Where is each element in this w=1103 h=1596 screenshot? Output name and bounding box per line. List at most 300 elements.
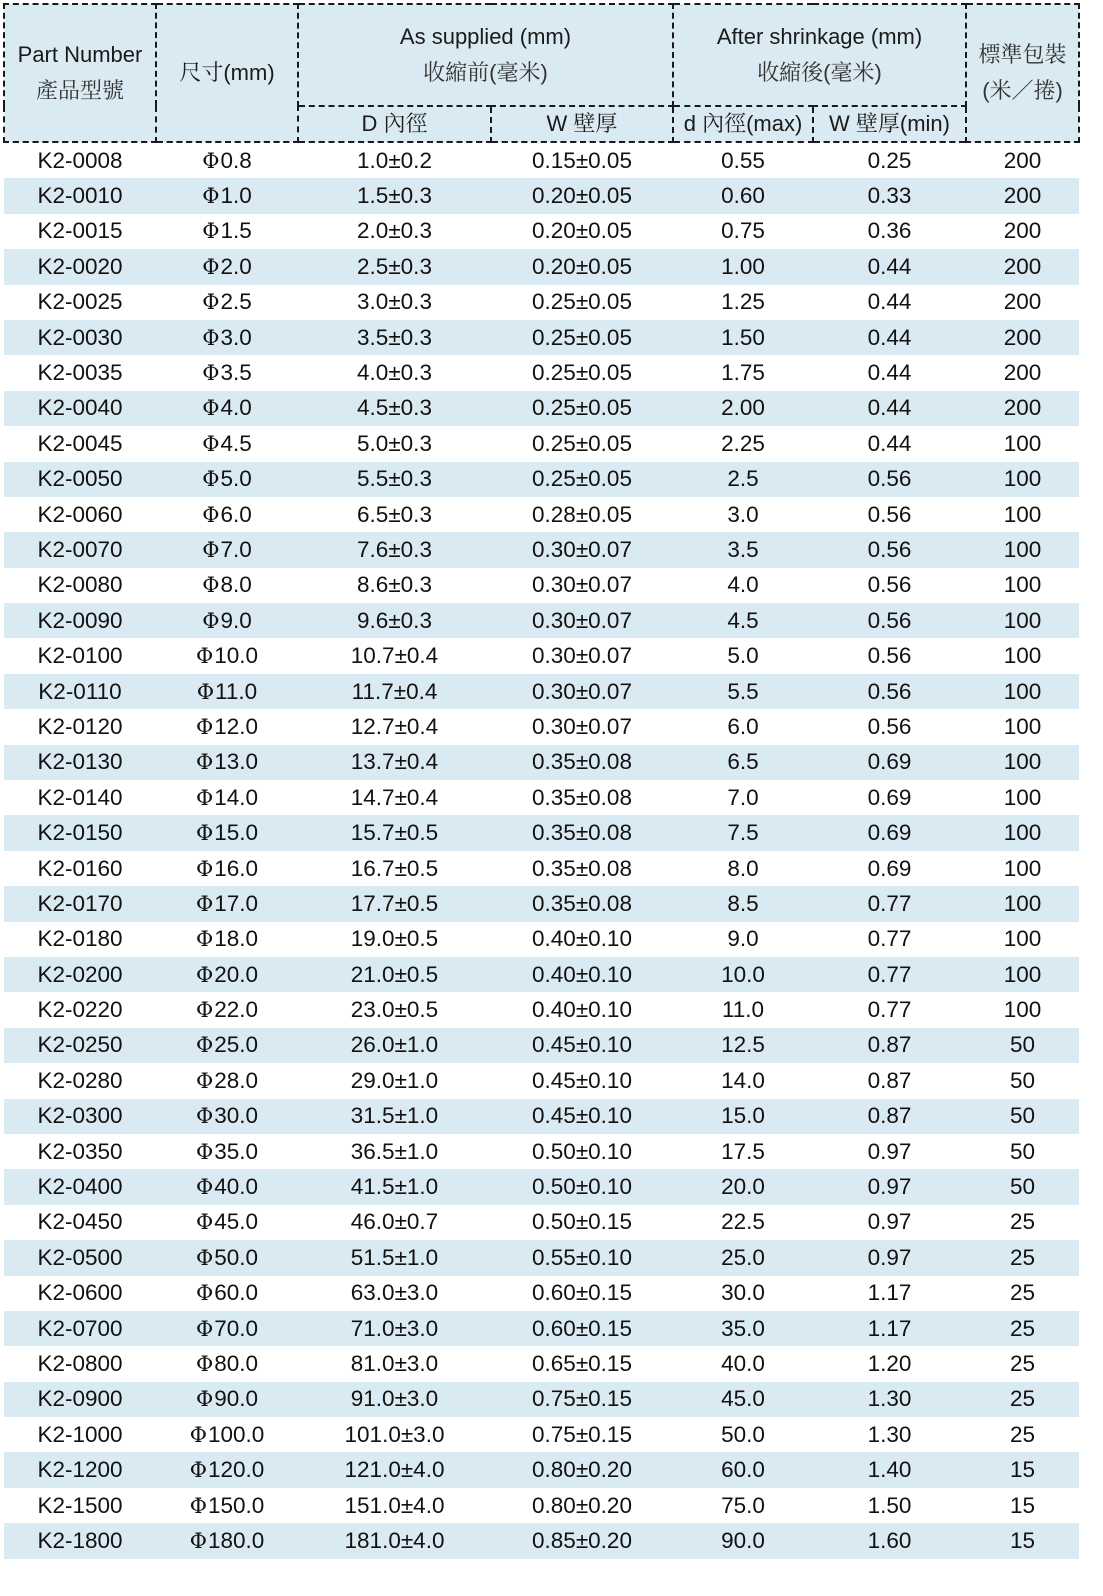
header-packaging-line1: 標準包裝 [978, 42, 1067, 67]
cell-shrunk-wall-thickness-min: 0.77 [813, 886, 966, 921]
cell-shrunk-wall-thickness-min: 0.44 [867, 289, 912, 315]
cell-supplied-wall-thickness: 0.40±0.10 [532, 997, 632, 1023]
cell-supplied-wall-thickness: 0.45±0.10 [491, 1028, 673, 1063]
cell-part-number: K2-0500 [4, 1240, 156, 1275]
size-value: 28.0 [214, 1067, 258, 1093]
cell-supplied-inner-diameter: 41.5±1.0 [298, 1169, 491, 1204]
cell-size [156, 1452, 298, 1487]
cell-supplied-wall-thickness: 0.45±0.10 [532, 1067, 632, 1093]
cell-part-number: K2-0900 [4, 1382, 156, 1417]
cell-shrunk-inner-diameter-max: 1.50 [673, 320, 813, 355]
cell-standard-packaging: 50 [1010, 1138, 1036, 1164]
table-row [4, 1488, 1079, 1523]
size-value: 70.0 [214, 1315, 258, 1341]
table-row [4, 1240, 1079, 1275]
cell-shrunk-wall-thickness-min: 1.30 [867, 1421, 912, 1447]
cell-part-number: K2-0280 [37, 1067, 123, 1093]
table-row [4, 1134, 1079, 1169]
cell-size [156, 815, 298, 850]
diameter-symbol-icon: Φ [189, 1493, 207, 1518]
cell-part-number: K2-0130 [4, 745, 156, 780]
cell-shrunk-inner-diameter-max: 8.5 [673, 886, 813, 921]
subheader-wall-thickness: W 壁厚 [491, 106, 673, 142]
cell-part-number: K2-0170 [4, 886, 156, 921]
diameter-symbol-icon: Φ [195, 1387, 214, 1412]
cell-standard-packaging: 25 [1010, 1421, 1036, 1447]
cell-shrunk-inner-diameter-max: 14.0 [721, 1067, 765, 1093]
cell-supplied-inner-diameter: 2.0±0.3 [357, 218, 432, 244]
diameter-symbol-icon: Φ [202, 431, 220, 456]
cell-supplied-inner-diameter: 5.0±0.3 [357, 430, 432, 456]
table-row [4, 815, 1079, 850]
cell-standard-packaging: 15 [1010, 1492, 1036, 1518]
cell-supplied-wall-thickness: 0.35±0.08 [532, 855, 632, 881]
diameter-symbol-icon: Φ [195, 1351, 214, 1376]
cell-supplied-inner-diameter: 181.0±4.0 [298, 1523, 491, 1558]
cell-shrunk-wall-thickness-min: 1.60 [813, 1523, 966, 1558]
cell-shrunk-wall-thickness-min: 1.20 [867, 1350, 912, 1376]
cell-supplied-wall-thickness: 0.28±0.05 [532, 501, 632, 527]
size-value: 2.5 [220, 289, 252, 315]
cell-standard-packaging: 15 [966, 1523, 1079, 1558]
cell-supplied-inner-diameter: 10.7±0.4 [350, 643, 439, 669]
table-row [4, 285, 1079, 320]
cell-shrunk-inner-diameter-max: 15.0 [673, 1099, 813, 1134]
cell-supplied-inner-diameter: 8.6±0.3 [357, 572, 432, 598]
diameter-symbol-icon: Φ [202, 325, 220, 350]
cell-standard-packaging: 100 [966, 603, 1079, 638]
cell-supplied-inner-diameter: 3.0±0.3 [357, 289, 432, 315]
cell-shrunk-inner-diameter-max: 25.0 [673, 1240, 813, 1275]
cell-part-number: K2-0180 [37, 926, 123, 952]
cell-supplied-wall-thickness: 0.30±0.07 [532, 713, 632, 739]
cell-shrunk-inner-diameter-max: 11.0 [721, 997, 765, 1023]
cell-supplied-wall-thickness: 0.20±0.05 [491, 178, 673, 213]
cell-part-number: K2-1000 [37, 1421, 123, 1447]
diameter-symbol-icon: Φ [202, 148, 220, 173]
cell-size [156, 709, 298, 744]
cell-supplied-wall-thickness: 0.25±0.05 [491, 391, 673, 426]
diameter-symbol-icon: Φ [195, 927, 214, 952]
cell-shrunk-inner-diameter-max: 0.55 [721, 147, 765, 173]
cell-supplied-inner-diameter: 13.7±0.4 [298, 745, 491, 780]
cell-standard-packaging: 25 [1010, 1280, 1036, 1306]
table-row [4, 355, 1079, 390]
cell-supplied-inner-diameter: 71.0±3.0 [298, 1311, 491, 1346]
cell-shrunk-inner-diameter-max: 20.0 [673, 1169, 813, 1204]
cell-supplied-wall-thickness: 0.30±0.07 [491, 674, 673, 709]
cell-size [156, 886, 298, 921]
cell-part-number: K2-0200 [4, 957, 156, 992]
cell-size [156, 142, 298, 178]
cell-supplied-inner-diameter: 16.7±0.5 [350, 855, 439, 881]
header-as-supplied-zh: 收縮前(毫米) [423, 60, 548, 85]
table-row [4, 1169, 1079, 1204]
cell-part-number: K2-0008 [37, 147, 123, 173]
table-row [4, 320, 1079, 355]
cell-standard-packaging: 25 [966, 1240, 1079, 1275]
cell-shrunk-inner-diameter-max: 8.0 [727, 855, 759, 881]
cell-supplied-wall-thickness: 0.80±0.20 [532, 1492, 632, 1518]
size-value: 35.0 [214, 1138, 258, 1164]
table-row [4, 532, 1079, 567]
cell-size [156, 1134, 298, 1169]
cell-part-number: K2-0160 [37, 855, 123, 881]
cell-shrunk-wall-thickness-min: 0.69 [813, 815, 966, 850]
cell-shrunk-inner-diameter-max: 9.0 [727, 926, 759, 952]
cell-supplied-wall-thickness: 0.30±0.07 [491, 532, 673, 567]
cell-supplied-inner-diameter: 21.0±0.5 [298, 957, 491, 992]
size-value: 3.5 [220, 360, 252, 386]
size-value: 7.0 [220, 536, 252, 562]
cell-shrunk-wall-thickness-min: 0.56 [867, 713, 912, 739]
table-row [4, 638, 1079, 673]
cell-part-number: K2-0700 [4, 1311, 156, 1346]
cell-shrunk-wall-thickness-min: 0.44 [813, 249, 966, 284]
cell-part-number: K2-0400 [4, 1169, 156, 1204]
cell-shrunk-inner-diameter-max: 3.0 [727, 501, 759, 527]
cell-size [156, 1417, 298, 1452]
cell-standard-packaging: 200 [1003, 147, 1042, 173]
cell-shrunk-inner-diameter-max: 35.0 [673, 1311, 813, 1346]
cell-supplied-wall-thickness: 0.55±0.10 [491, 1240, 673, 1275]
cell-size [156, 603, 298, 638]
cell-standard-packaging: 100 [1003, 501, 1042, 527]
cell-part-number: K2-1500 [37, 1492, 123, 1518]
cell-shrunk-inner-diameter-max: 6.0 [727, 713, 759, 739]
cell-standard-packaging: 200 [1003, 218, 1042, 244]
table-row [4, 1276, 1079, 1311]
size-value: 11.0 [215, 678, 258, 704]
cell-part-number: K2-0140 [37, 784, 123, 810]
header-size-label: 尺寸(mm) [179, 60, 275, 85]
cell-size [156, 1382, 298, 1417]
cell-part-number: K2-0350 [37, 1138, 123, 1164]
diameter-symbol-icon: Φ [195, 1175, 214, 1200]
cell-shrunk-inner-diameter-max: 0.75 [721, 218, 765, 244]
table-row [4, 178, 1079, 213]
table-row [4, 780, 1079, 815]
cell-supplied-inner-diameter: 36.5±1.0 [350, 1138, 439, 1164]
cell-shrunk-wall-thickness-min: 0.69 [867, 784, 912, 810]
cell-shrunk-inner-diameter-max: 1.75 [721, 360, 765, 386]
cell-part-number: K2-0080 [37, 572, 123, 598]
cell-supplied-wall-thickness: 0.60±0.15 [532, 1280, 632, 1306]
diameter-symbol-icon: Φ [195, 962, 214, 987]
size-value: 8.0 [220, 572, 252, 598]
cell-size [156, 1276, 298, 1311]
cell-size [156, 285, 298, 320]
cell-shrunk-inner-diameter-max: 6.5 [673, 745, 813, 780]
cell-shrunk-inner-diameter-max: 22.5 [721, 1209, 765, 1235]
cell-shrunk-wall-thickness-min: 0.44 [867, 430, 912, 456]
cell-supplied-inner-diameter: 17.7±0.5 [298, 886, 491, 921]
cell-size [156, 674, 298, 709]
cell-standard-packaging: 25 [1010, 1350, 1036, 1376]
diameter-symbol-icon: Φ [202, 396, 220, 421]
cell-supplied-inner-diameter: 11.7±0.4 [298, 674, 491, 709]
cell-shrunk-wall-thickness-min: 0.56 [813, 532, 966, 567]
header-part-number [4, 4, 156, 142]
cell-supplied-inner-diameter: 2.5±0.3 [298, 249, 491, 284]
cell-size [156, 391, 298, 426]
cell-standard-packaging: 100 [966, 815, 1079, 850]
cell-supplied-wall-thickness: 0.80±0.20 [491, 1452, 673, 1487]
cell-shrunk-wall-thickness-min: 0.77 [813, 957, 966, 992]
subheader-wall-thickness-min: W 壁厚(min) [813, 106, 966, 142]
cell-shrunk-inner-diameter-max: 3.5 [673, 532, 813, 567]
cell-shrunk-wall-thickness-min: 0.56 [867, 643, 912, 669]
diameter-symbol-icon: Φ [195, 998, 214, 1023]
cell-supplied-wall-thickness: 0.30±0.07 [532, 572, 632, 598]
cell-part-number: K2-1800 [4, 1523, 156, 1558]
cell-shrunk-wall-thickness-min: 1.30 [813, 1382, 966, 1417]
cell-size [156, 462, 298, 497]
cell-supplied-inner-diameter: 46.0±0.7 [350, 1209, 439, 1235]
cell-size [156, 1099, 298, 1134]
cell-shrunk-inner-diameter-max: 0.60 [673, 178, 813, 213]
cell-size [156, 922, 298, 957]
cell-shrunk-wall-thickness-min: 0.56 [813, 462, 966, 497]
cell-size [156, 638, 298, 673]
table-row [4, 1205, 1079, 1240]
size-value: 100.0 [207, 1421, 265, 1447]
cell-size [156, 851, 298, 886]
cell-shrunk-inner-diameter-max: 12.5 [673, 1028, 813, 1063]
cell-size [156, 532, 298, 567]
cell-standard-packaging: 100 [966, 674, 1079, 709]
size-value: 4.0 [220, 395, 252, 421]
size-value: 25.0 [214, 1032, 258, 1058]
size-value: 1.5 [220, 218, 252, 244]
cell-supplied-inner-diameter: 6.5±0.3 [357, 501, 432, 527]
table-body [4, 142, 1079, 1559]
diameter-symbol-icon: Φ [202, 537, 220, 562]
cell-shrunk-wall-thickness-min: 0.56 [867, 572, 912, 598]
cell-part-number: K2-0120 [37, 713, 123, 739]
cell-standard-packaging: 100 [966, 462, 1079, 497]
cell-standard-packaging: 100 [1003, 855, 1042, 881]
cell-supplied-inner-diameter: 121.0±4.0 [298, 1452, 491, 1487]
cell-supplied-wall-thickness: 0.40±0.10 [491, 957, 673, 992]
cell-supplied-wall-thickness: 0.25±0.05 [491, 462, 673, 497]
cell-standard-packaging: 100 [1003, 430, 1042, 456]
diameter-symbol-icon: Φ [202, 254, 220, 279]
heat-shrink-spec-table [3, 3, 1080, 1559]
cell-part-number: K2-0300 [4, 1099, 156, 1134]
cell-supplied-inner-diameter: 101.0±3.0 [344, 1421, 445, 1447]
size-value: 50.0 [214, 1244, 258, 1270]
header-after-shrinkage-zh: 收縮後(毫米) [757, 60, 882, 85]
cell-standard-packaging: 50 [966, 1028, 1079, 1063]
cell-supplied-wall-thickness: 0.25±0.05 [532, 430, 632, 456]
cell-size [156, 745, 298, 780]
cell-supplied-wall-thickness: 0.35±0.08 [491, 886, 673, 921]
cell-size [156, 1063, 298, 1098]
diameter-symbol-icon: Φ [195, 750, 214, 775]
cell-supplied-inner-diameter: 5.5±0.3 [298, 462, 491, 497]
cell-supplied-wall-thickness: 0.50±0.15 [532, 1209, 632, 1235]
cell-standard-packaging: 100 [1003, 784, 1042, 810]
cell-supplied-inner-diameter: 4.0±0.3 [357, 360, 432, 386]
cell-supplied-wall-thickness: 0.75±0.15 [491, 1382, 673, 1417]
cell-shrunk-inner-diameter-max: 40.0 [721, 1350, 765, 1376]
cell-part-number: K2-0090 [4, 603, 156, 638]
cell-supplied-inner-diameter: 23.0±0.5 [350, 997, 439, 1023]
cell-standard-packaging: 200 [966, 178, 1079, 213]
cell-shrunk-wall-thickness-min: 0.44 [867, 360, 912, 386]
cell-supplied-wall-thickness: 0.35±0.08 [491, 745, 673, 780]
cell-supplied-inner-diameter: 31.5±1.0 [298, 1099, 491, 1134]
cell-size [156, 780, 298, 815]
cell-standard-packaging: 50 [1010, 1067, 1036, 1093]
cell-part-number: K2-0600 [37, 1280, 123, 1306]
table-row [4, 1028, 1079, 1063]
header-part-number-en: Part Number [17, 42, 143, 67]
cell-standard-packaging: 25 [966, 1382, 1079, 1417]
cell-standard-packaging: 200 [966, 249, 1079, 284]
cell-supplied-inner-diameter: 1.0±0.2 [357, 147, 432, 173]
cell-size [156, 957, 298, 992]
size-value: 4.5 [220, 430, 252, 456]
cell-shrunk-inner-diameter-max: 30.0 [721, 1280, 765, 1306]
size-value: 120.0 [207, 1457, 265, 1483]
diameter-symbol-icon: Φ [202, 467, 220, 492]
diameter-symbol-icon: Φ [195, 856, 214, 881]
cell-part-number: K2-1200 [4, 1452, 156, 1487]
cell-supplied-inner-diameter: 1.5±0.3 [298, 178, 491, 213]
diameter-symbol-icon: Φ [195, 1210, 214, 1235]
diameter-symbol-icon: Φ [202, 608, 220, 633]
cell-size [156, 249, 298, 284]
cell-size [156, 355, 298, 390]
cell-supplied-inner-diameter: 3.5±0.3 [298, 320, 491, 355]
cell-part-number: K2-0800 [37, 1350, 123, 1376]
cell-supplied-wall-thickness: 0.45±0.10 [491, 1099, 673, 1134]
diameter-symbol-icon: Φ [195, 891, 214, 916]
size-value: 16.0 [214, 855, 258, 881]
diameter-symbol-icon: Φ [202, 573, 220, 598]
cell-size [156, 1240, 298, 1275]
size-value: 9.0 [220, 607, 252, 633]
cell-size [156, 1523, 298, 1558]
cell-supplied-wall-thickness: 0.30±0.07 [491, 603, 673, 638]
cell-standard-packaging: 100 [966, 532, 1079, 567]
cell-size [156, 1205, 298, 1240]
cell-part-number: K2-0050 [4, 462, 156, 497]
cell-part-number: K2-0450 [37, 1209, 123, 1235]
cell-shrunk-inner-diameter-max: 75.0 [721, 1492, 765, 1518]
cell-size [156, 1311, 298, 1346]
cell-supplied-inner-diameter: 151.0±4.0 [344, 1492, 445, 1518]
cell-shrunk-inner-diameter-max: 7.0 [727, 784, 759, 810]
cell-part-number: K2-0100 [37, 643, 123, 669]
cell-shrunk-inner-diameter-max: 50.0 [721, 1421, 765, 1447]
cell-shrunk-wall-thickness-min: 1.17 [813, 1311, 966, 1346]
size-value: 5.0 [220, 466, 252, 492]
size-value: 30.0 [214, 1103, 258, 1129]
table-row [4, 957, 1079, 992]
diameter-symbol-icon: Φ [195, 1316, 214, 1341]
cell-shrunk-inner-diameter-max: 5.5 [673, 674, 813, 709]
cell-shrunk-inner-diameter-max: 90.0 [673, 1523, 813, 1558]
diameter-symbol-icon: Φ [189, 1458, 207, 1483]
table-row [4, 214, 1079, 249]
cell-supplied-wall-thickness: 0.25±0.05 [491, 320, 673, 355]
header-size [156, 4, 298, 142]
cell-standard-packaging: 25 [966, 1311, 1079, 1346]
table-row [4, 1452, 1079, 1487]
cell-supplied-inner-diameter: 91.0±3.0 [298, 1382, 491, 1417]
size-value: 1.0 [220, 183, 252, 209]
cell-shrunk-wall-thickness-min: 1.17 [867, 1280, 912, 1306]
cell-standard-packaging: 100 [966, 957, 1079, 992]
cell-supplied-wall-thickness: 0.85±0.20 [491, 1523, 673, 1558]
cell-shrunk-wall-thickness-min: 0.44 [813, 320, 966, 355]
cell-part-number: K2-0110 [4, 674, 156, 709]
cell-supplied-wall-thickness: 0.20±0.05 [491, 249, 673, 284]
cell-shrunk-wall-thickness-min: 0.97 [867, 1138, 912, 1164]
cell-standard-packaging: 200 [966, 391, 1079, 426]
cell-standard-packaging: 50 [966, 1099, 1079, 1134]
size-value: 13.0 [214, 749, 258, 775]
cell-supplied-wall-thickness: 0.25±0.05 [532, 360, 632, 386]
table-row [4, 603, 1079, 638]
cell-shrunk-inner-diameter-max: 45.0 [673, 1382, 813, 1417]
header-packaging [966, 4, 1079, 142]
cell-standard-packaging: 50 [966, 1169, 1079, 1204]
size-value: 90.0 [214, 1386, 258, 1412]
table-row [4, 709, 1079, 744]
diameter-symbol-icon: Φ [195, 1245, 214, 1270]
cell-supplied-wall-thickness: 0.50±0.10 [532, 1138, 632, 1164]
size-value: 15.0 [214, 820, 258, 846]
cell-size [156, 320, 298, 355]
cell-size [156, 1028, 298, 1063]
cell-supplied-wall-thickness: 0.20±0.05 [532, 218, 632, 244]
subheader-inner-diameter: D 內徑 [298, 106, 491, 142]
cell-size [156, 426, 298, 461]
cell-shrunk-wall-thickness-min: 0.36 [867, 218, 912, 244]
size-value: 150.0 [207, 1492, 265, 1518]
cell-standard-packaging: 100 [966, 745, 1079, 780]
cell-shrunk-wall-thickness-min: 0.77 [867, 997, 912, 1023]
cell-shrunk-wall-thickness-min: 0.77 [867, 926, 912, 952]
table-row [4, 922, 1079, 957]
cell-supplied-inner-diameter: 29.0±1.0 [350, 1067, 439, 1093]
size-value: 2.0 [220, 253, 252, 279]
cell-part-number: K2-0250 [4, 1028, 156, 1063]
cell-standard-packaging: 100 [1003, 713, 1042, 739]
cell-standard-packaging: 100 [1003, 643, 1042, 669]
diameter-symbol-icon: Φ [195, 644, 214, 669]
header-after-shrinkage [673, 4, 966, 106]
table-row [4, 1311, 1079, 1346]
diameter-symbol-icon: Φ [196, 679, 215, 704]
cell-shrunk-wall-thickness-min: 1.50 [867, 1492, 912, 1518]
table-row [4, 1382, 1079, 1417]
cell-supplied-inner-diameter: 14.7±0.4 [350, 784, 439, 810]
cell-shrunk-inner-diameter-max: 2.25 [721, 430, 765, 456]
cell-size [156, 1346, 298, 1381]
cell-standard-packaging: 100 [1003, 997, 1042, 1023]
cell-size [156, 214, 298, 249]
cell-part-number: K2-0030 [4, 320, 156, 355]
cell-shrunk-wall-thickness-min: 0.56 [813, 603, 966, 638]
cell-shrunk-wall-thickness-min: 0.97 [867, 1209, 912, 1235]
table-header [4, 4, 1079, 142]
cell-part-number: K2-0070 [4, 532, 156, 567]
